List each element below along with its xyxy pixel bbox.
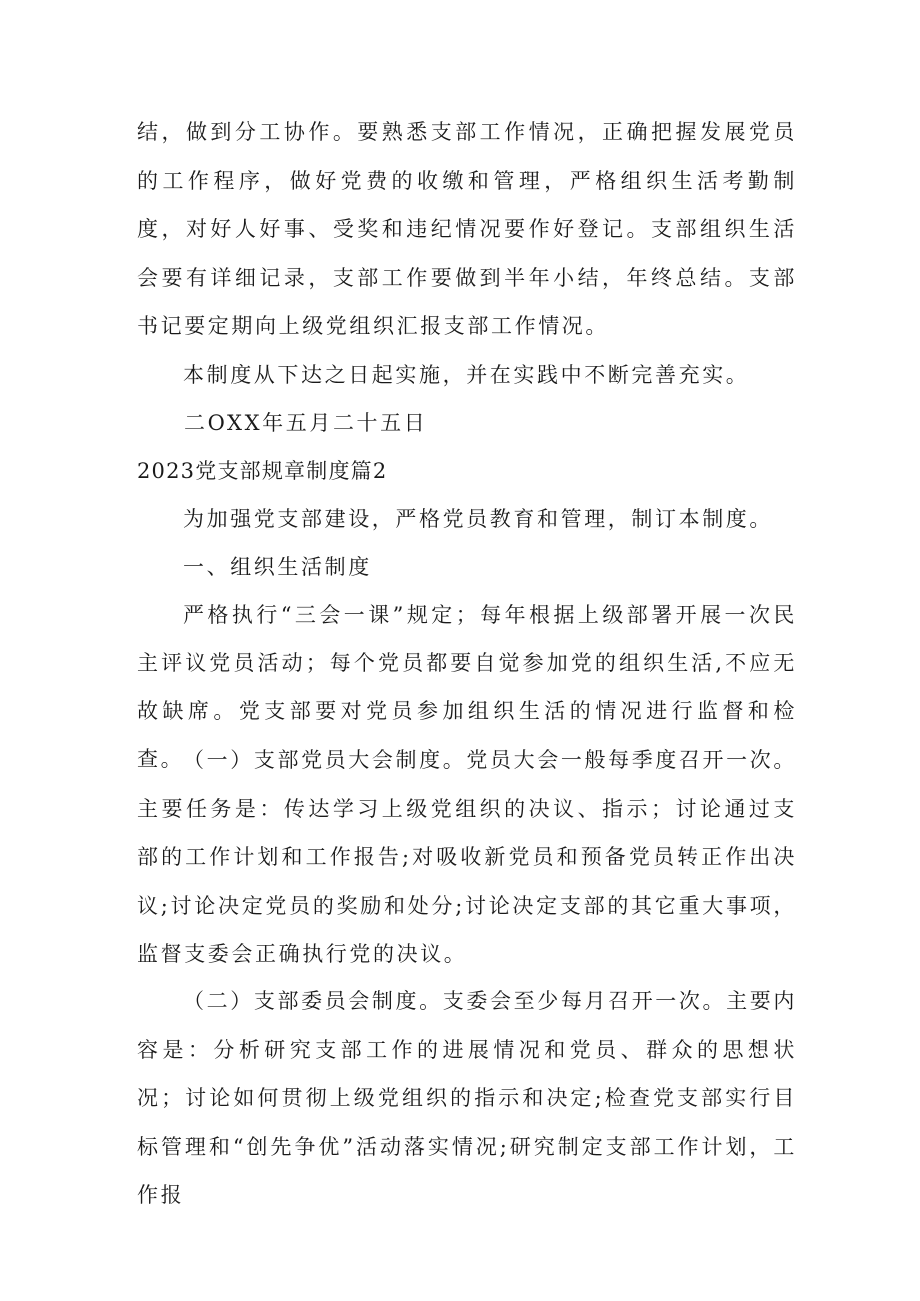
section-heading: 2023党支部规章制度篇2 <box>137 459 388 483</box>
paragraph-branch-duties: 结，做到分工协作。要熟悉支部工作情况，正确把握发展党员的工作程序，做好党费的收缴和管理，严格组织生活考勤制度，对好人好事、受奖和违纪情况要作好登记。支部组织生活会要有详细记录，支部工作要做到半年小结，年终总结。支部书记要定期向上级党组织汇报支部工作情况。 <box>137 120 797 338</box>
paragraph-purpose: 为加强党支部建设，严格党员教育和管理，制订本制度。 <box>183 507 773 531</box>
subheading-organization-life: 一、组织生活制度 <box>183 555 372 579</box>
document-date: 二OXX年五月二十五日 <box>184 411 428 435</box>
paragraph-three-meetings: 严格执行“三会一课”规定；每年根据上级部署开展一次民主评议党员活动；每个党员都要自觉参加党的组织生活,不应无故缺席。党支部要对党员参加组织生活的情况进行监督和检查。 <box>137 603 797 771</box>
paragraph-branch-committee: （二）支部委员会制度。支委会至少每月召开一次。主要内容是：分析研究支部工作的进展情况和党员、群众的思想状况；讨论如何贯彻上级党组织的指示和决定;检查党支部实行目标管理和“创先争优”活动落实情况;研究制定支部工作计划，工作报 <box>137 989 797 1207</box>
paragraph-member-assembly: （一）支部党员大会制度。党员大会一般每季度召开一次。主要任务是：传达学习上级党组织的决议、指示；讨论通过支部的工作计划和工作报告;对吸收新党员和预备党员转正作出决议;讨论决定党员的奖励和处分;讨论决定支部的其它重大事项，监督支委会正确执行党的决议。 <box>137 748 797 966</box>
paragraph-effective-date-note: 本制度从下达之日起实施，并在实践中不断完善充实。 <box>183 363 750 387</box>
